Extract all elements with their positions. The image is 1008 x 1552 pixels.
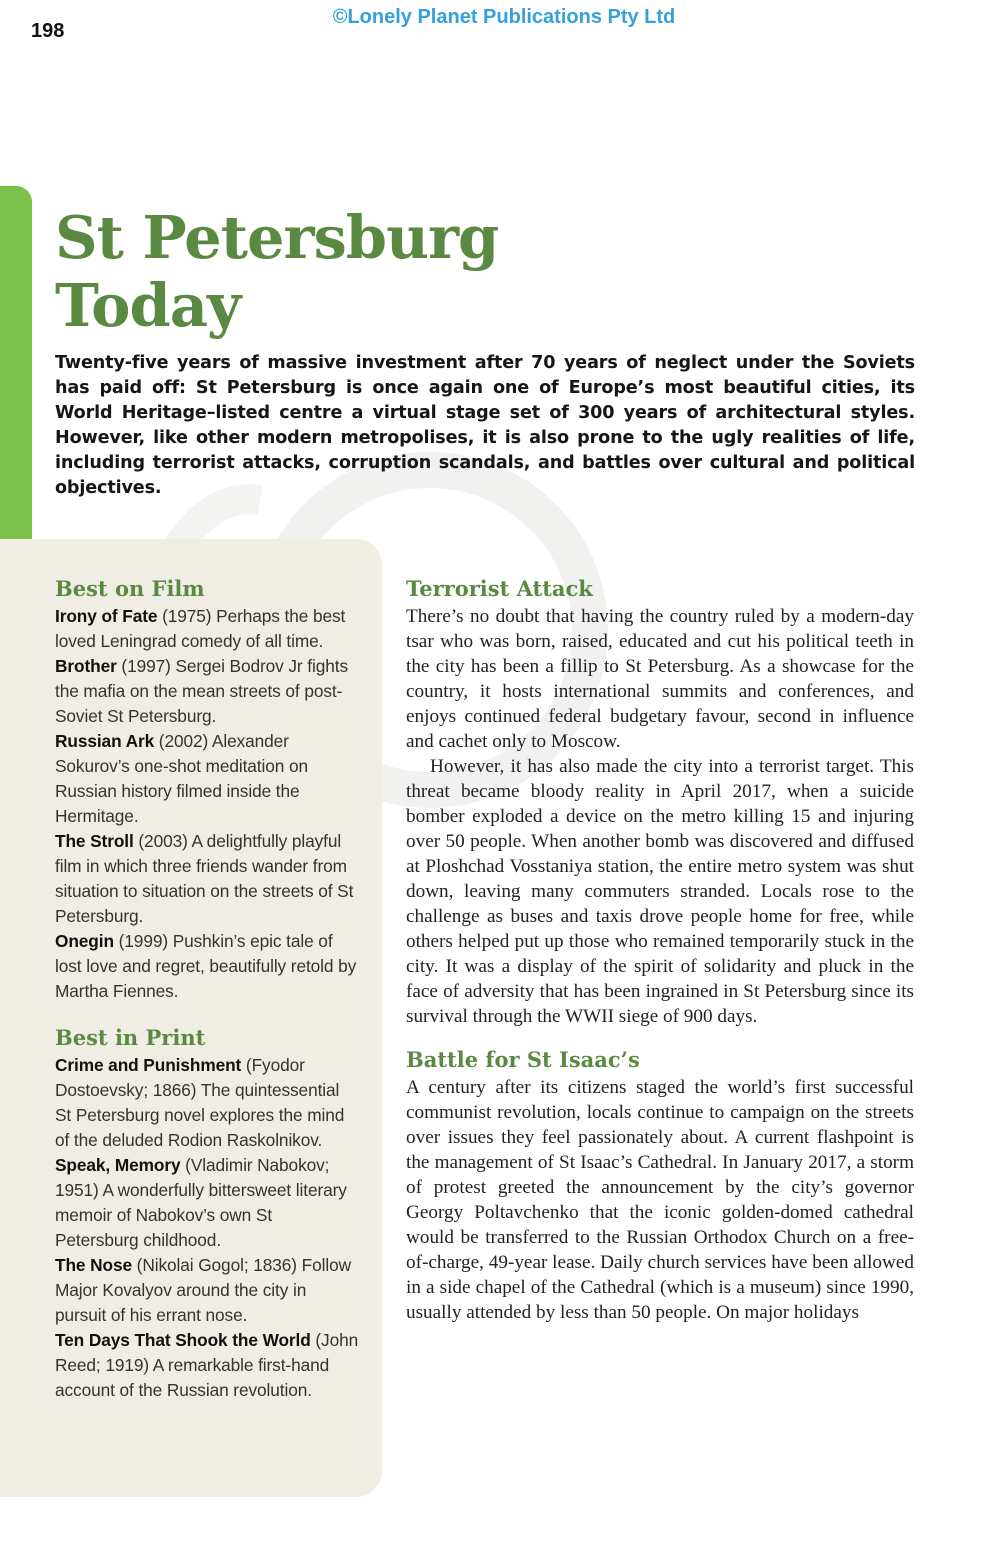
- section-spacer: [406, 1029, 914, 1045]
- book-title: Speak, Memory: [55, 1155, 181, 1175]
- film-description: (1997) Sergei Bodrov Jr fights the mafia on the mean streets of post-Soviet St Petersburg.: [55, 656, 348, 726]
- book-description: (Nikolai Gogol; 1836) Follow Major Kovalyov around the city in pursuit of his errant nose.: [55, 1255, 351, 1325]
- film-description: (2002) Alexander Sokurov’s one-shot meditation on Russian history filmed inside the Hermitage.: [55, 731, 308, 826]
- list-item: [55, 604, 360, 654]
- main-column: [406, 574, 914, 1325]
- book-title: The Nose: [55, 1255, 132, 1275]
- film-description: (2003) A delightfully playful film in which three friends wander from situation to situation on the streets of St Petersburg.: [55, 831, 354, 926]
- best-in-print-heading: Best in Print: [55, 1025, 206, 1050]
- battle-st-isaacs-heading: Battle for St Isaac’s: [406, 1047, 640, 1072]
- list-item: [55, 1053, 360, 1153]
- list-item: [55, 729, 360, 829]
- list-item: [55, 1153, 360, 1253]
- best-on-film-heading: Best on Film: [55, 576, 205, 601]
- list-item: [55, 654, 360, 729]
- page-number: 198: [31, 20, 65, 42]
- title-line-2: Today: [55, 271, 241, 340]
- page-title: [55, 204, 498, 340]
- film-title: Onegin: [55, 931, 114, 951]
- chapter-tab: [0, 186, 32, 580]
- film-title: Brother: [55, 656, 117, 676]
- copyright-notice: ©Lonely Planet Publications Pty Ltd: [332, 6, 676, 28]
- body-paragraph: However, it has also made the city into a terrorist target. This threat became bloody reality in April 2017, when a suicide bomber exploded a device on the metro killing 15 and injuring over 50 people. When another bomb was discovered and diffused at Ploshchad Vosstaniya station, the entire metro system was shut down, leaving many commuters stranded. Locals rose to the challenge as buses and taxis drove people home for free, while others helped put up those who remained temporarily stuck in the city. It was a display of the spirit of solidarity and pluck in the face of adversity that has been ingrained in St Petersburg since its survival through the WWII siege of 900 days.: [406, 756, 914, 1027]
- print-list: [55, 1053, 360, 1403]
- list-item: [55, 1328, 360, 1403]
- title-line-1: St Petersburg: [55, 203, 499, 272]
- book-description: (Vladimir Nabokov; 1951) A wonderfully bittersweet literary memoir of Nabokov’s own St Petersburg childhood.: [55, 1155, 347, 1250]
- film-description: (1999) Pushkin’s epic tale of lost love and regret, beautifully retold by Martha Fiennes.: [55, 931, 357, 1001]
- film-list: [55, 604, 360, 1004]
- list-item: [55, 929, 360, 1004]
- intro-paragraph: Twenty-five years of massive investment after 70 years of neglect under the Soviets has paid off: St Petersburg is once again one of Europe’s most beautiful cities, its World Heritage–listed centre a virtual stage set of 300 years of architectural styles. However, like other modern metropolises, it is also prone to the ugly realities of life, including terrorist attacks, corruption scandals, and battles over cultural and political objectives.: [55, 353, 915, 498]
- body-paragraph: There’s no doubt that having the country ruled by a modern-day tsar who was born, raised, educated and cut his political teeth in the city has been a fillip to St Petersburg. As a showcase for the country, it hosts international summits and conferences, and enjoys continued federal budgetary favour, second in influence and cachet only to Moscow.: [406, 606, 914, 752]
- list-item: [55, 1253, 360, 1328]
- body-paragraph: A century after its citizens staged the world’s first successful communist revolution, locals continue to campaign on the streets over issues they feel passionately about. A current flashpoint is the management of St Isaac’s Cathedral. In January 2017, a storm of protest greeted the announcement by the city’s governor Georgy Poltavchenko that the iconic golden-domed cathedral would be transferred to the Russian Orthodox Church on a free-of-charge, 49-year lease. Daily church services have been allowed in a side chapel of the Cathedral (which is a museum) since 1990, usually attended by less than 50 people. On major holidays: [406, 1077, 914, 1323]
- book-title: Crime and Punishment: [55, 1055, 242, 1075]
- film-title: Irony of Fate: [55, 606, 158, 626]
- terrorist-attack-heading: Terrorist Attack: [406, 576, 593, 601]
- book-description: (John Reed; 1919) A remarkable first-hand account of the Russian revolution.: [55, 1330, 359, 1400]
- film-title: The Stroll: [55, 831, 134, 851]
- book-title: Ten Days That Shook the World: [55, 1330, 311, 1350]
- book-description: (Fyodor Dostoevsky; 1866) The quintessential St Petersburg novel explores the mind of the deluded Rodion Raskolnikov.: [55, 1055, 345, 1150]
- film-description: (1975) Perhaps the best loved Leningrad comedy of all time.: [55, 606, 346, 651]
- list-item: [55, 829, 360, 929]
- film-title: Russian Ark: [55, 731, 155, 751]
- sidebar-content: [55, 574, 360, 1422]
